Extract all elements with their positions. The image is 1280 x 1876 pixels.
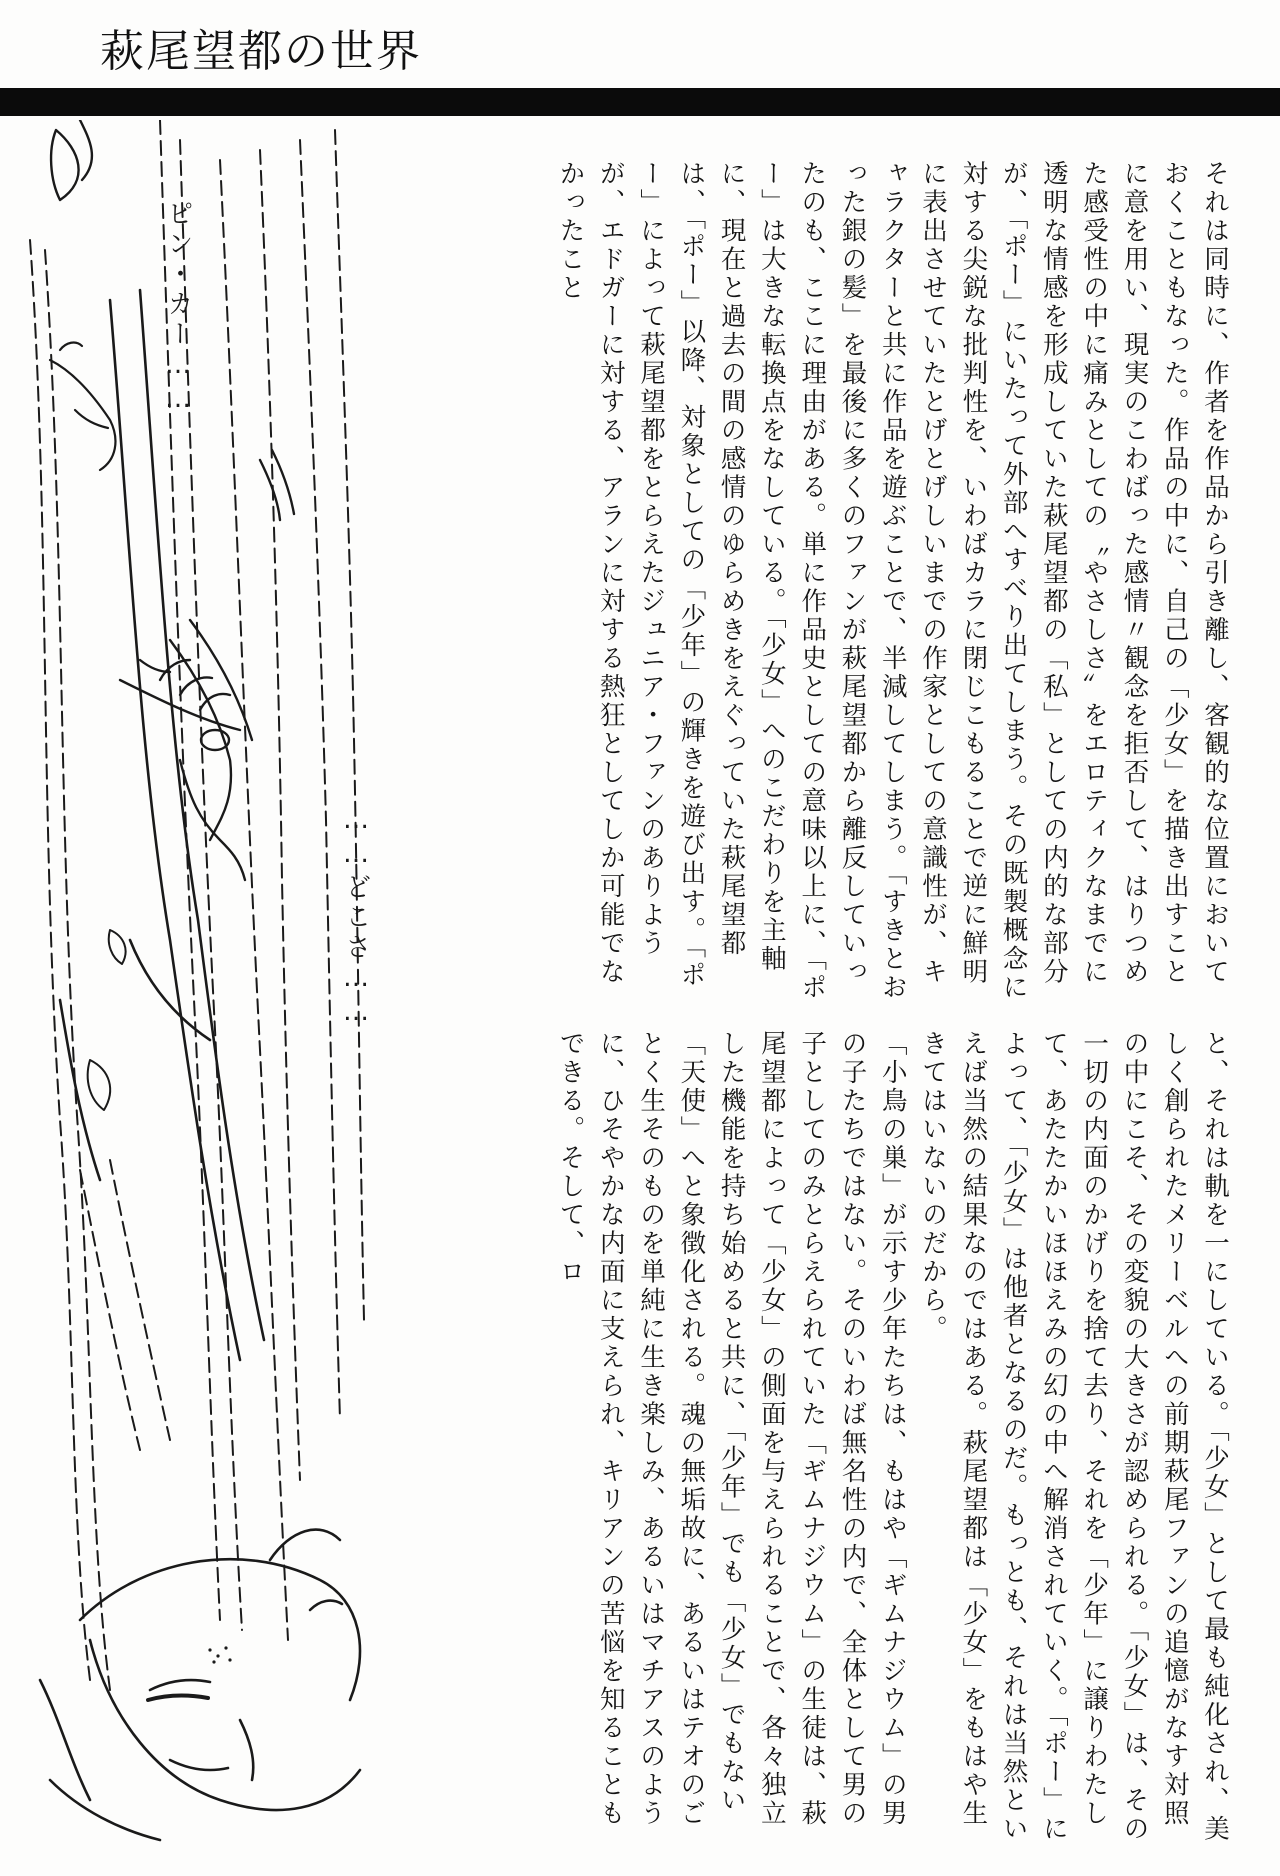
cheek-stipple	[208, 1646, 231, 1663]
bird-drawing	[50, 343, 115, 470]
face-drawing	[40, 1530, 360, 1840]
page-title: 萩尾望都の世界	[100, 26, 422, 77]
hair-strands	[30, 120, 364, 1690]
figure-drawing	[120, 450, 294, 880]
speech-text-2: ……どこさ……	[341, 805, 371, 1031]
article-block-top: それは同時に、作者を作品から引き離し、客観的な位置においておくこともなった。作品の中に、自己の「少女」を描き出すことに意を用い、現実のこわばった感情〃観念を拒否して、はりつめた感受性の中に痛みとしての〝やさしさ〟をエロティクなまでに透明な情感を形成していた萩尾望都の「私」としての内的な部分が、「ポー」にいたって外部へすべり出てしまう。その既製概念に対する尖鋭な批判性を、いわばカラに閉じこもることで逆に鮮明に表出させていたとげとげしいまでの作家としての意識性が、キャラクターと共に作品を遊ぶことで、半減してしまう。「すきとおった銀の髪」を最後に多くのファンが萩尾望都から離反していったのも、ここに理由がある。単に作品史としての意味以上に、「ポー」は大きな転換点をなしている。「少女」へのこだわりを主軸に、現在と過去の間の感情のゆらめきをえぐっていた萩尾望都は、「ポー」以降、対象としての「少年」の輝きを遊び出す。「ポー」によって萩尾望都をとらえたジュニア・ファンのありようが、エドガーに対する、アランに対する熱狂としてしか可能でなかったこと	[555, 160, 1230, 1003]
speech-text-1: ピン・カー……	[163, 200, 193, 418]
illustration	[20, 120, 380, 1860]
leaf-drawing	[51, 120, 92, 200]
small-leaves	[88, 930, 126, 1110]
article-block-bottom: と、それは軌を一にしている。「少女」として最も純化され、美しく創られたメリーベルへの前期萩尾ファンの追憶がなす対照の中にこそ、その変貌の大きさが認められる。「少女」は、その一切の内面のかげりを捨て去り、それを「少年」に譲りわたして、あたたかいほほえみの幻の中へ解消されていく。「ポー」によって、「少女」は他者となるのだ。もっとも、それは当然といえば当然の結果なのではある。萩尾望都は「少女」をもはや生きてはいないのだから。 「小鳥の巣」が示す少年たちは、もはや「ギムナジウム」の男の子たちではない。そのいわば無名性の内で、全体として男の子としてのみとらえられていた「ギムナジウム」の生徒は、萩尾望都によって「少女」の側面を与えられることで、各々独立した機能を持ち始めると共に、「少年」でも「少女」でもない「天使」へと象徴化される。魂の無垢故に、あるいはテオのごとく生そのものを単純に生き楽しみ、あるいはマチアスのように、ひそやかな内面に支えられ、キリアンの苦悩を知ることもできる。そして、ロ	[555, 1030, 1230, 1844]
header-rule	[0, 88, 1280, 116]
